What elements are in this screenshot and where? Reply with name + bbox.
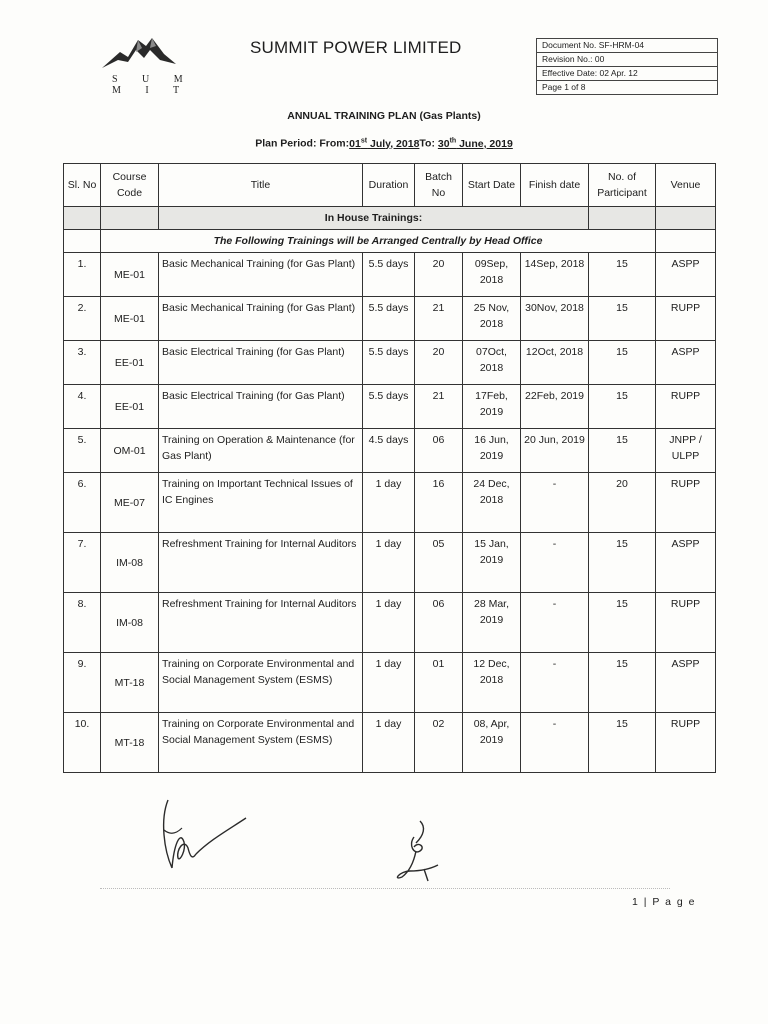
section-spacer — [656, 207, 716, 230]
cell-start-date: 24 Dec, 2018 — [463, 473, 521, 533]
signature-left — [150, 790, 260, 880]
cell-duration: 1 day — [363, 533, 415, 593]
table-row — [64, 653, 716, 713]
period-from-suffix: st — [360, 137, 368, 144]
cell-duration: 5.5 days — [363, 385, 415, 429]
subsection-row — [64, 230, 716, 253]
summit-logo — [100, 30, 200, 96]
cell-participants: 15 — [589, 297, 656, 341]
cell-venue: ASPP — [656, 533, 716, 593]
cell-batch-no: 05 — [415, 533, 463, 593]
cell-duration: 1 day — [363, 653, 415, 713]
cell-duration: 5.5 days — [363, 297, 415, 341]
cell-title: Refreshment Training for Internal Auditors — [159, 593, 363, 653]
plan-period — [0, 137, 768, 150]
cell-start-date: 08, Apr, 2019 — [463, 713, 521, 773]
footer-divider — [100, 888, 670, 889]
cell-duration: 1 day — [363, 593, 415, 653]
cell-venue: ASPP — [656, 653, 716, 713]
cell-title: Training on Operation & Maintenance (for Gas Plant) — [159, 429, 363, 473]
cell-duration: 5.5 days — [363, 253, 415, 297]
section-spacer — [64, 207, 101, 230]
cell-finish-date: 12Oct, 2018 — [521, 341, 589, 385]
cell-sl-no: 7. — [64, 533, 101, 593]
cell-participants: 15 — [589, 253, 656, 297]
cell-batch-no: 02 — [415, 713, 463, 773]
cell-sl-no: 4. — [64, 385, 101, 429]
effective-date: Effective Date: 02 Apr. 12 — [537, 67, 717, 81]
table-row — [64, 593, 716, 653]
page-footer: 1 | P a g e — [632, 896, 696, 908]
logo-wordmark: S U M M I T — [112, 74, 194, 96]
cell-duration: 1 day — [363, 473, 415, 533]
period-to-day: 30 — [437, 137, 450, 150]
header-venue: Venue — [656, 164, 716, 207]
cell-duration: 5.5 days — [363, 341, 415, 385]
cell-title: Training on Important Technical Issues of IC Engines — [159, 473, 363, 533]
cell-venue: RUPP — [656, 713, 716, 773]
table-row — [64, 429, 716, 473]
cell-start-date: 15 Jan, 2019 — [463, 533, 521, 593]
header-batch-no: Batch No — [415, 164, 463, 207]
cell-batch-no: 01 — [415, 653, 463, 713]
cell-course-code: ME-01 — [101, 297, 159, 341]
cell-finish-date: 30Nov, 2018 — [521, 297, 589, 341]
cell-finish-date: 22Feb, 2019 — [521, 385, 589, 429]
cell-start-date: 09Sep, 2018 — [463, 253, 521, 297]
cell-finish-date: - — [521, 533, 589, 593]
revision-number: Revision No.: 00 — [537, 53, 717, 67]
table-row — [64, 341, 716, 385]
section-in-house: In House Trainings: — [159, 207, 589, 230]
cell-participants: 15 — [589, 341, 656, 385]
cell-participants: 15 — [589, 533, 656, 593]
cell-sl-no: 8. — [64, 593, 101, 653]
period-to — [438, 138, 513, 150]
cell-start-date: 07Oct, 2018 — [463, 341, 521, 385]
cell-finish-date: 20 Jun, 2019 — [521, 429, 589, 473]
cell-sl-no: 9. — [64, 653, 101, 713]
table-row — [64, 385, 716, 429]
cell-batch-no: 21 — [415, 385, 463, 429]
cell-title: Training on Corporate Environmental and Social Management System (ESMS) — [159, 713, 363, 773]
cell-participants: 15 — [589, 653, 656, 713]
mountain-logo-icon — [100, 30, 180, 72]
cell-sl-no: 2. — [64, 297, 101, 341]
cell-venue: ASPP — [656, 253, 716, 297]
cell-sl-no: 6. — [64, 473, 101, 533]
cell-batch-no: 20 — [415, 253, 463, 297]
period-to-label: To: — [419, 137, 438, 150]
cell-start-date: 16 Jun, 2019 — [463, 429, 521, 473]
cell-course-code: MT-18 — [101, 653, 159, 713]
cell-title: Training on Corporate Environmental and Social Management System (ESMS) — [159, 653, 363, 713]
cell-sl-no: 1. — [64, 253, 101, 297]
cell-batch-no: 06 — [415, 593, 463, 653]
cell-course-code: EE-01 — [101, 385, 159, 429]
table-row — [64, 473, 716, 533]
cell-course-code: ME-01 — [101, 253, 159, 297]
cell-finish-date: - — [521, 593, 589, 653]
cell-title: Basic Mechanical Training (for Gas Plant) — [159, 297, 363, 341]
training-plan-table — [63, 163, 716, 773]
cell-title: Refreshment Training for Internal Auditors — [159, 533, 363, 593]
cell-title: Basic Electrical Training (for Gas Plant) — [159, 341, 363, 385]
subsection-central: The Following Trainings will be Arranged Centrally by Head Office — [101, 230, 656, 253]
period-to-rest: June, 2019 — [456, 137, 513, 150]
header-sl-no: Sl. No — [64, 164, 101, 207]
table-row — [64, 533, 716, 593]
table-row — [64, 713, 716, 773]
cell-course-code: IM-08 — [101, 533, 159, 593]
header-title: Title — [159, 164, 363, 207]
period-from-day: 01 — [349, 137, 361, 150]
cell-finish-date: 14Sep, 2018 — [521, 253, 589, 297]
cell-participants: 15 — [589, 593, 656, 653]
cell-start-date: 12 Dec, 2018 — [463, 653, 521, 713]
cell-duration: 4.5 days — [363, 429, 415, 473]
cell-course-code: MT-18 — [101, 713, 159, 773]
cell-venue: ASPP — [656, 341, 716, 385]
cell-title: Basic Mechanical Training (for Gas Plant) — [159, 253, 363, 297]
cell-duration: 1 day — [363, 713, 415, 773]
cell-title: Basic Electrical Training (for Gas Plant) — [159, 385, 363, 429]
subsection-spacer — [64, 230, 101, 253]
document-info-box — [536, 38, 718, 95]
cell-batch-no: 16 — [415, 473, 463, 533]
cell-finish-date: - — [521, 653, 589, 713]
period-from — [349, 138, 419, 150]
header-participants: No. of Participant — [589, 164, 656, 207]
header-duration: Duration — [363, 164, 415, 207]
cell-course-code: OM-01 — [101, 429, 159, 473]
cell-start-date: 25 Nov, 2018 — [463, 297, 521, 341]
cell-participants: 20 — [589, 473, 656, 533]
period-prefix: Plan Period: From: — [255, 137, 350, 150]
subsection-spacer — [656, 230, 716, 253]
section-row — [64, 207, 716, 230]
cell-venue: RUPP — [656, 473, 716, 533]
cell-batch-no: 06 — [415, 429, 463, 473]
cell-finish-date: - — [521, 473, 589, 533]
cell-sl-no: 3. — [64, 341, 101, 385]
document-number: Document No. SF-HRM-04 — [537, 39, 717, 53]
cell-start-date: 28 Mar, 2019 — [463, 593, 521, 653]
table-row — [64, 297, 716, 341]
cell-participants: 15 — [589, 385, 656, 429]
header-finish-date: Finish date — [521, 164, 589, 207]
section-spacer — [101, 207, 159, 230]
cell-course-code: ME-07 — [101, 473, 159, 533]
header-course-code: Course Code — [101, 164, 159, 207]
cell-sl-no: 5. — [64, 429, 101, 473]
page-count: Page 1 of 8 — [542, 82, 586, 92]
company-name: SUMMIT POWER LIMITED — [250, 38, 462, 57]
cell-batch-no: 21 — [415, 297, 463, 341]
signature-right — [380, 815, 450, 890]
cell-venue: RUPP — [656, 593, 716, 653]
cell-course-code: EE-01 — [101, 341, 159, 385]
table-row — [64, 253, 716, 297]
table-header-row — [64, 164, 716, 207]
cell-venue: RUPP — [656, 297, 716, 341]
cell-venue: JNPP / ULPP — [656, 429, 716, 473]
cell-sl-no: 10. — [64, 713, 101, 773]
cell-start-date: 17Feb, 2019 — [463, 385, 521, 429]
cell-participants: 15 — [589, 713, 656, 773]
section-spacer — [589, 207, 656, 230]
cell-batch-no: 20 — [415, 341, 463, 385]
cell-venue: RUPP — [656, 385, 716, 429]
period-to-suffix: th — [449, 137, 457, 144]
plan-title: ANNUAL TRAINING PLAN (Gas Plants) — [287, 110, 481, 122]
cell-participants: 15 — [589, 429, 656, 473]
cell-course-code: IM-08 — [101, 593, 159, 653]
cell-finish-date: - — [521, 713, 589, 773]
header-start-date: Start Date — [463, 164, 521, 207]
period-from-rest: July, 2018 — [367, 137, 420, 150]
